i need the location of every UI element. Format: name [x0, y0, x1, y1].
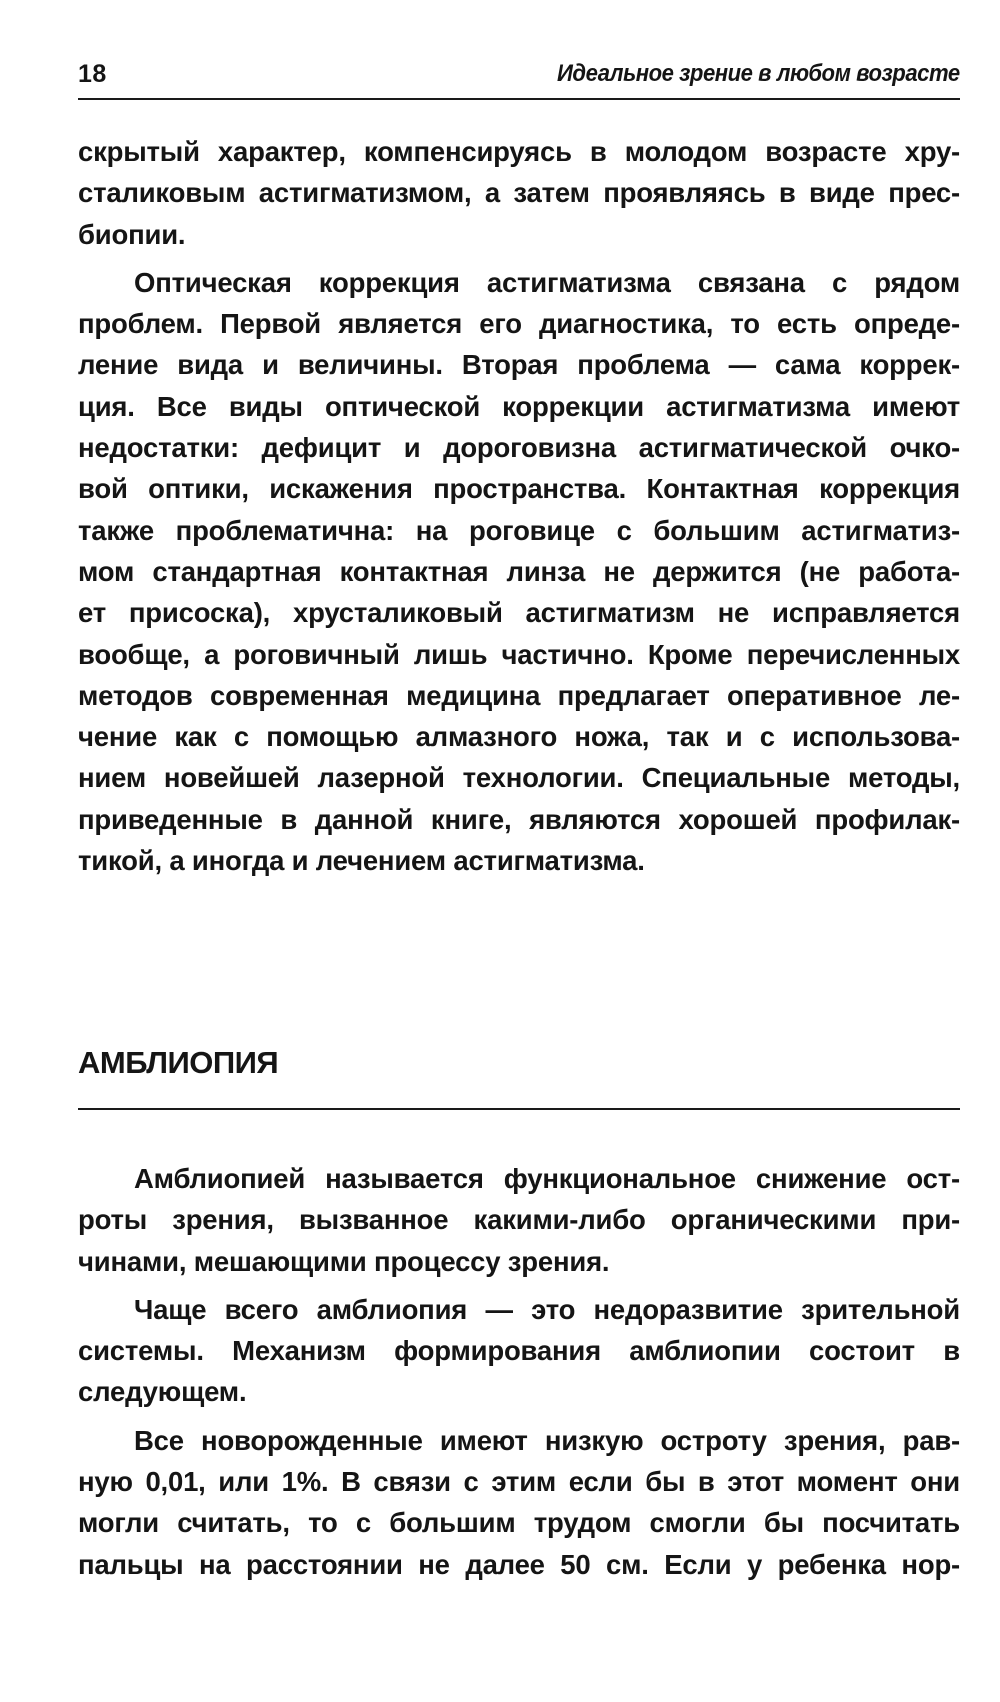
running-header: [78, 58, 960, 100]
text-line: Амблиопией называется функциональное снижение ост-: [134, 1163, 960, 1194]
text-line: ет присоска), хрусталиковый астигматизм не исправляется: [78, 597, 960, 629]
top-section-text: [78, 131, 960, 881]
running-title: Идеальное зрение в любом возрасте: [557, 60, 960, 87]
text-line: могли считать, то с большим трудом смогли бы посчитать: [78, 1507, 960, 1539]
text-line: биопии.: [78, 218, 186, 250]
text-line: нием новейшей лазерной технологии. Специальные методы,: [78, 762, 960, 794]
text-line: Чаще всего амблиопия — это недоразвитие зрительной: [134, 1293, 960, 1325]
section-divider: [78, 1108, 960, 1110]
section-heading: АМБЛИОПИЯ: [78, 1045, 279, 1080]
text-line: вообще, а роговичный лишь частично. Кроме перечисленных: [78, 638, 960, 670]
text-line: системы. Механизм формирования амблиопии состоит в: [78, 1335, 960, 1367]
text-line: мом стандартная контактная линза не держится (не работа-: [78, 555, 960, 587]
text-line: недостатки: дефицит и дороговизна астигматической очко-: [78, 432, 960, 464]
text-line: приведенные в данной книге, являются хорошей профилак-: [78, 803, 960, 835]
text-line: чинами, мешающими процессу зрения.: [78, 1245, 610, 1277]
amblyopia-section-text: [78, 1158, 960, 1585]
text-line: роты зрения, вызванное какими-либо органическими при-: [78, 1204, 960, 1236]
text-line: пальцы на расстоянии не далее 50 см. Если у ребенка нор-: [78, 1548, 960, 1580]
text-line: чение как с помощью алмазного ножа, так и с использова-: [78, 721, 960, 753]
text-line: сталиковым астигматизмом, а затем проявляясь в виде прес-: [78, 177, 960, 209]
text-line: Все новорожденные имеют низкую остроту зрения, рав-: [134, 1424, 960, 1456]
text-line: ция. Все виды оптической коррекции астигматизма имеют: [78, 390, 960, 422]
text-line: проблем. Первой является его диагностика, то есть опреде-: [78, 308, 960, 340]
text-line: следующем.: [78, 1376, 247, 1408]
text-line: тикой, а иногда и лечением астигматизма.: [78, 845, 645, 877]
page-number: 18: [78, 60, 107, 88]
text-line: вой оптики, искажения пространства. Контактная коррекция: [78, 473, 960, 505]
text-line: также проблематична: на роговице с большим астигматиз-: [78, 514, 960, 546]
text-line: скрытый характер, компенсируясь в молодом возрасте хру-: [78, 136, 960, 167]
text-line: ную 0,01, или 1%. В связи с этим если бы в этот момент они: [78, 1466, 960, 1498]
text-line: ление вида и величины. Вторая проблема — сама коррек-: [78, 349, 960, 381]
text-line: методов современная медицина предлагает оперативное ле-: [78, 679, 960, 711]
text-line: Оптическая коррекция астигматизма связана с рядом: [134, 266, 960, 298]
